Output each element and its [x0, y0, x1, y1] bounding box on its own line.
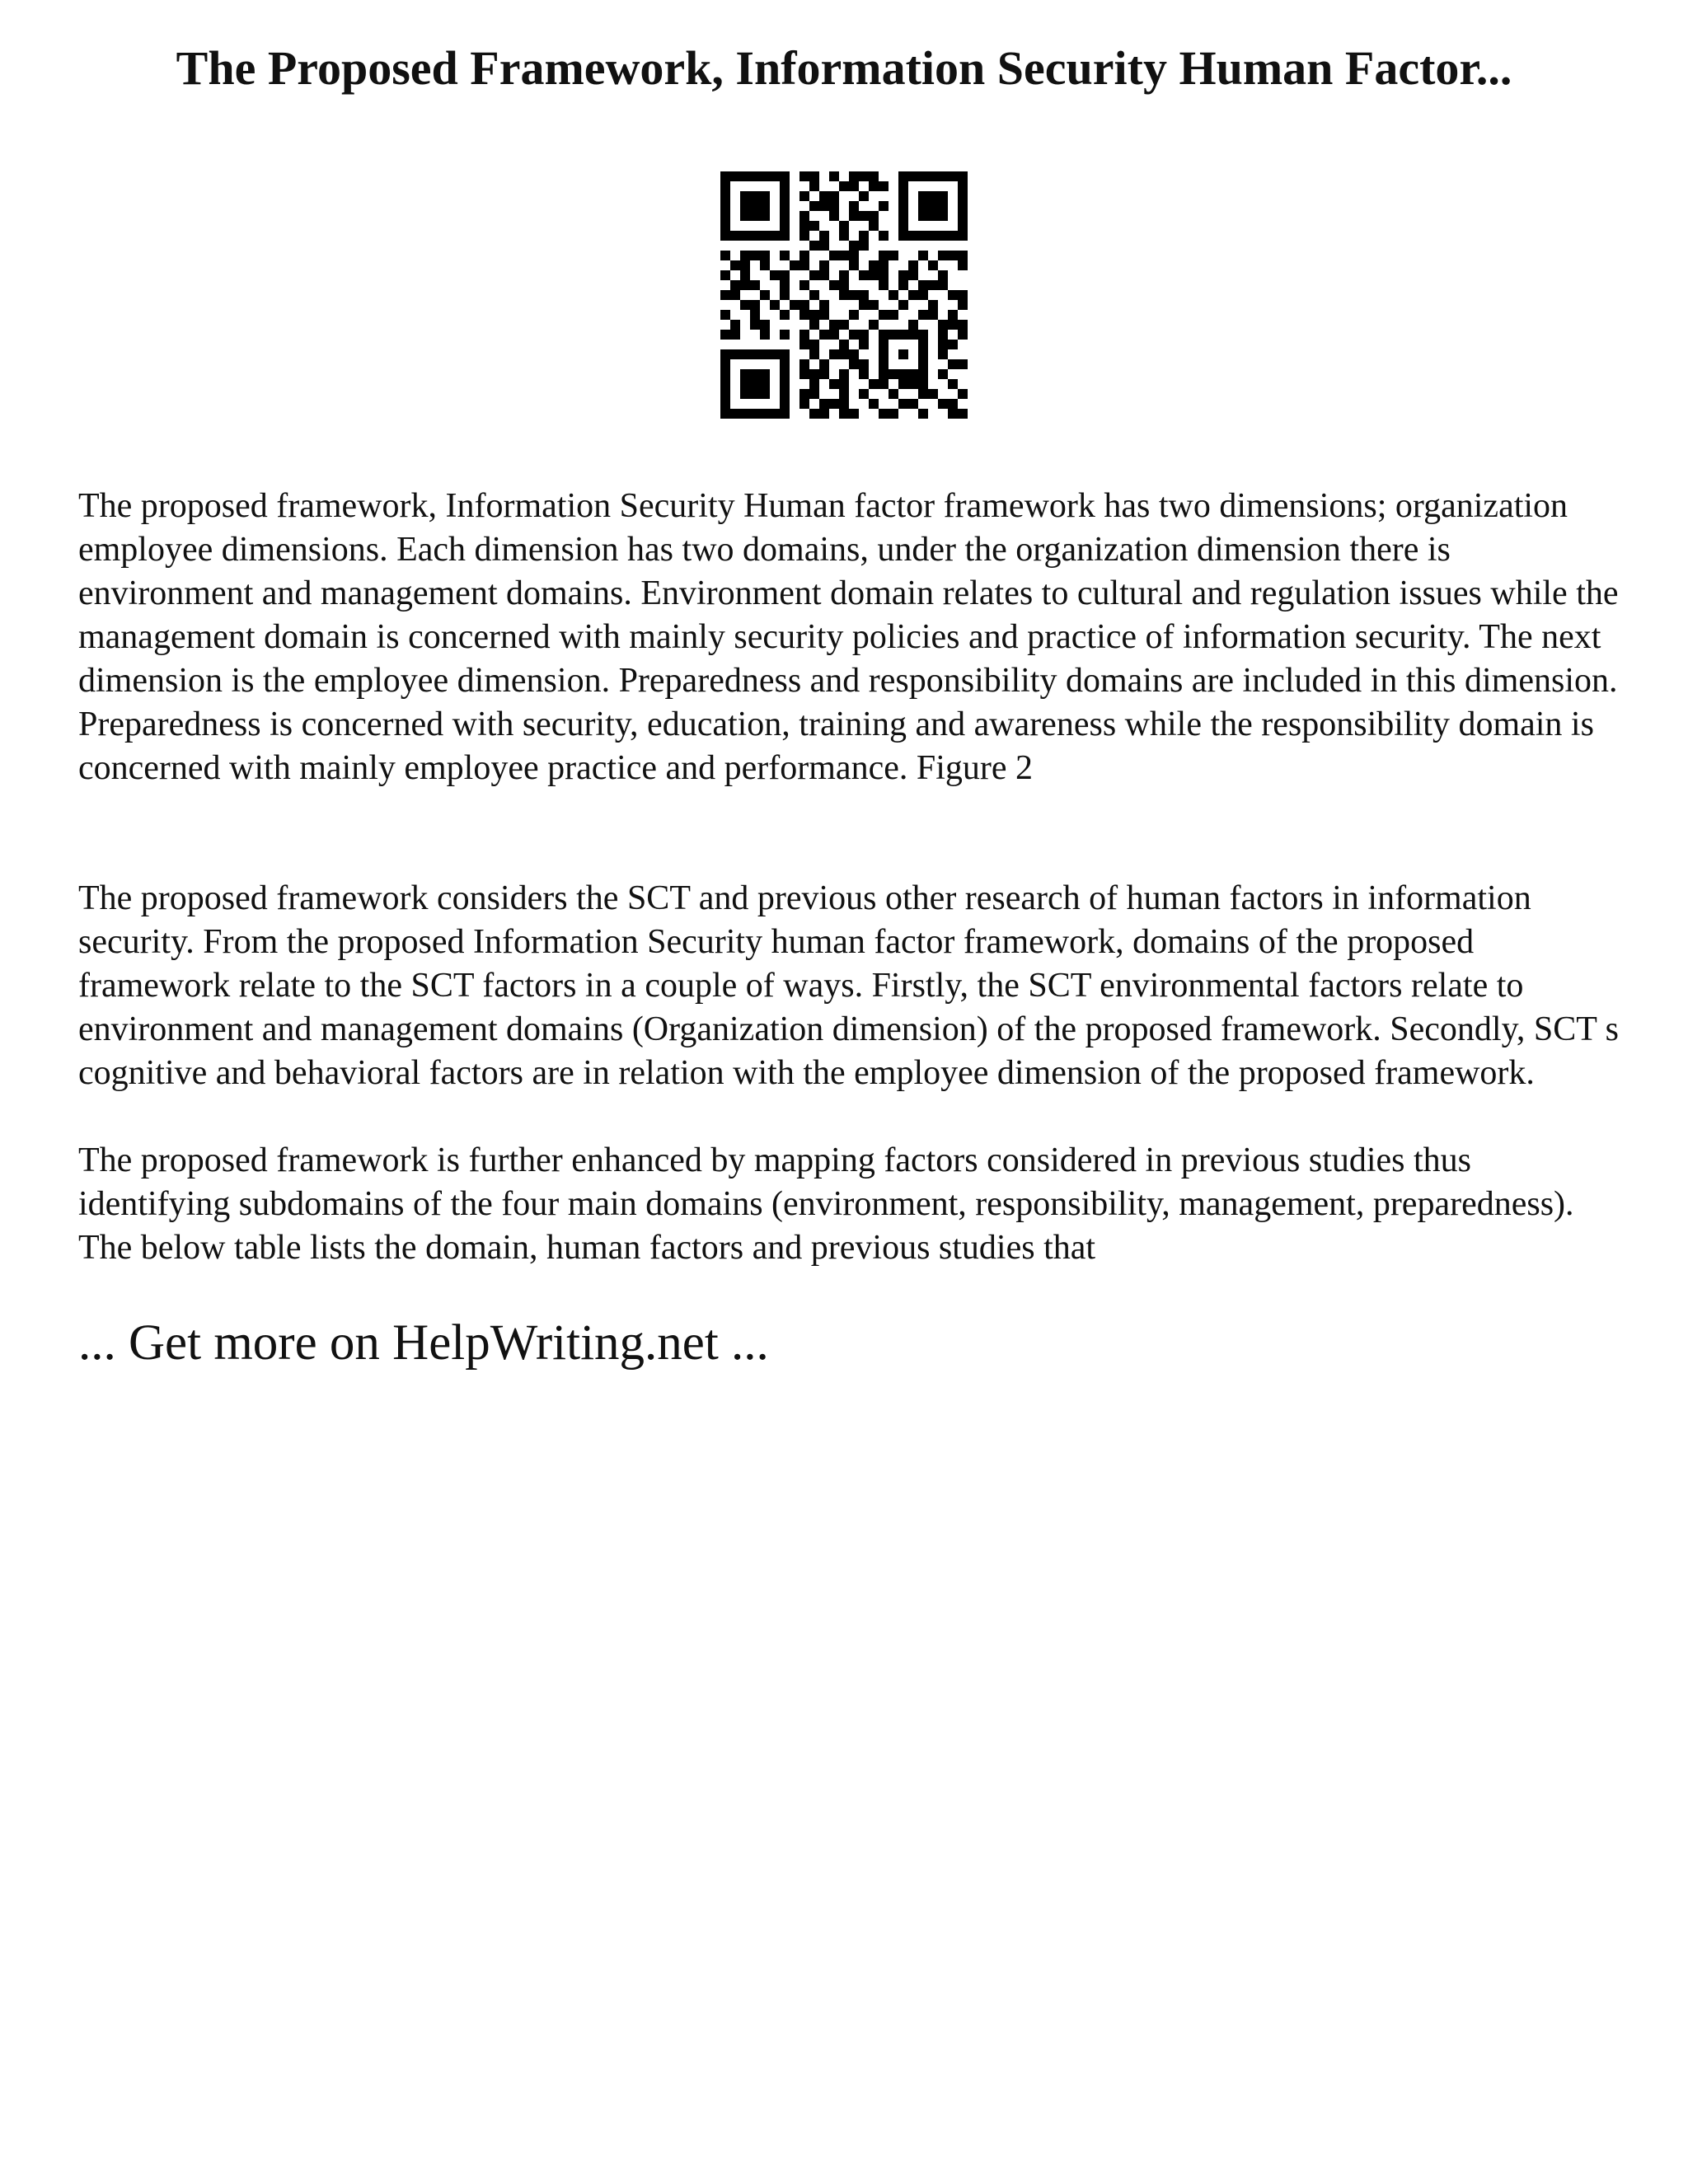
paragraph-2: The proposed framework considers the SCT and previous other research of human factors in information security. From the proposed Information Security human factor framework, domains of the proposed framework relate to the SCT factors in a couple of ways. Firstly, the SCT environmental factors relate to environment and management domains (Organization dimension) of the proposed framework. Secondly, SCT s cognitive and behavioral factors are in relation with the employee dimension of the proposed framework. — [78, 879, 1619, 1092]
paragraph-3: The proposed framework is further enhanced by mapping factors considered in previous studies thus identifying subdomains of the four main domains (environment, responsibility, management, preparedness). The below table lists the domain, human factors and previous studies that — [78, 1141, 1574, 1267]
get-more-link[interactable]: ... Get more on HelpWriting.net ... — [78, 1315, 769, 1371]
paragraph-1: The proposed framework, Information Security Human factor framework has two dimensions; organization employee dimensions. Each dimension has two domains, under the organization dimension there is environment and management domains. Environment domain relates to cultural and regulation issues while the management domain is concerned with mainly security policies and practice of information security. The next dimension is the employee dimension. Preparedness and responsibility domains are included in this dimension. Preparedness is concerned with security, education, training and awareness while the responsibility domain is concerned with mainly employee practice and performance. Figure 2 — [78, 487, 1619, 787]
document-title: The Proposed Framework, Information Security Human Factor... — [176, 41, 1512, 95]
qr-code — [720, 171, 968, 419]
qr-code-graphic — [720, 171, 968, 419]
